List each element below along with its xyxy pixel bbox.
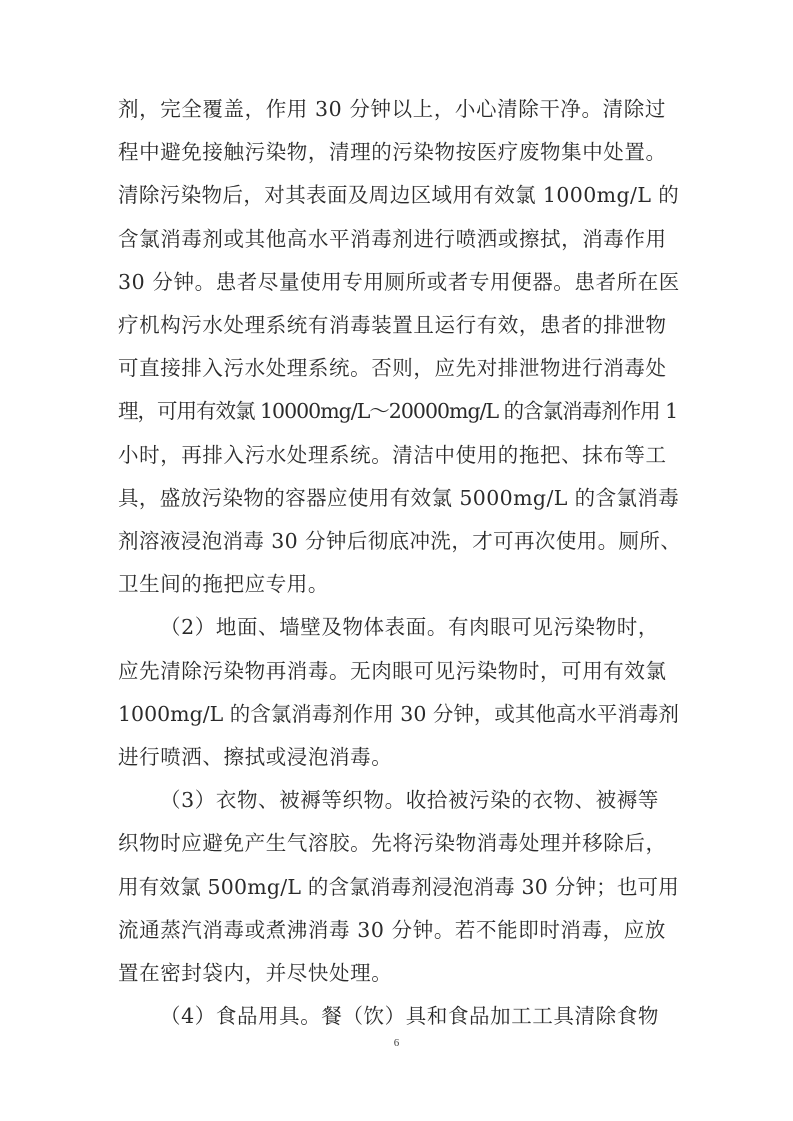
text-line: 流通蒸汽消毒或煮沸消毒 30 分钟。若不能即时消毒，应放 (118, 917, 666, 942)
text-line: 具，盛放污染物的容器应使用有效氯 5000mg/L 的含氯消毒 (118, 485, 680, 510)
text-line: 剂，完全覆盖，作用 30 分钟以上，小心清除干净。清除过 (118, 97, 666, 121)
text-line: 织物时应避免产生气溶胶。先将污染物消毒处理并移除后， (118, 831, 667, 856)
text-line: 可直接排入污水处理系统。否则，应先对排泄物进行消毒处 (118, 356, 667, 381)
text-line: 程中避免接触污染物，清理的污染物按医疗废物集中处置。 (118, 140, 667, 165)
text-line: 疗机构污水处理系统有消毒装置且运行有效，患者的排泄物 (118, 313, 667, 337)
text-line: 30 分钟。患者尽量使用专用厕所或者专用便器。患者所在医 (118, 269, 680, 294)
text-line: 应先清除污染物再消毒。无肉眼可见污染物时，可用有效氯 (118, 658, 667, 683)
text-line: 1000mg/L 的含氯消毒剂作用 30 分钟，或其他高水平消毒剂 (118, 701, 679, 726)
text-line: 小时，再排入污水处理系统。清洁中使用的拖把、抹布等工 (118, 442, 667, 467)
text-line: 置在密封袋内，并尽快处理。 (118, 961, 393, 985)
text-line: （2）地面、墙壁及物体表面。有肉眼可见污染物时， (160, 615, 659, 640)
text-line: （4）食品用具。餐（饮）具和食品加工工具清除食物 (160, 1004, 659, 1029)
text-line: （3）衣物、被褥等织物。收拾被污染的衣物、被褥等 (160, 788, 659, 813)
text-line: 清除污染物后，对其表面及周边区域用有效氯 1000mg/L 的 (118, 183, 680, 208)
page-number: 6 (393, 1037, 400, 1049)
text-line: 剂溶液浸泡消毒 30 分钟后彻底冲洗，才可再次使用。厕所、 (118, 529, 682, 553)
text-line: 理，可用有效氯 10000mg/L～20000mg/L 的含氯消毒剂作用 1 (118, 399, 678, 424)
text-line: 含氯消毒剂或其他高水平消毒剂进行喷洒或擦拭，消毒作用 (118, 226, 667, 251)
text-line: 卫生间的拖把应专用。 (118, 572, 329, 597)
text-line: 进行喷洒、擦拭或浸泡消毒。 (118, 745, 393, 769)
text-line: 用有效氯 500mg/L 的含氯消毒剂浸泡消毒 30 分钟；也可用 (118, 874, 679, 899)
